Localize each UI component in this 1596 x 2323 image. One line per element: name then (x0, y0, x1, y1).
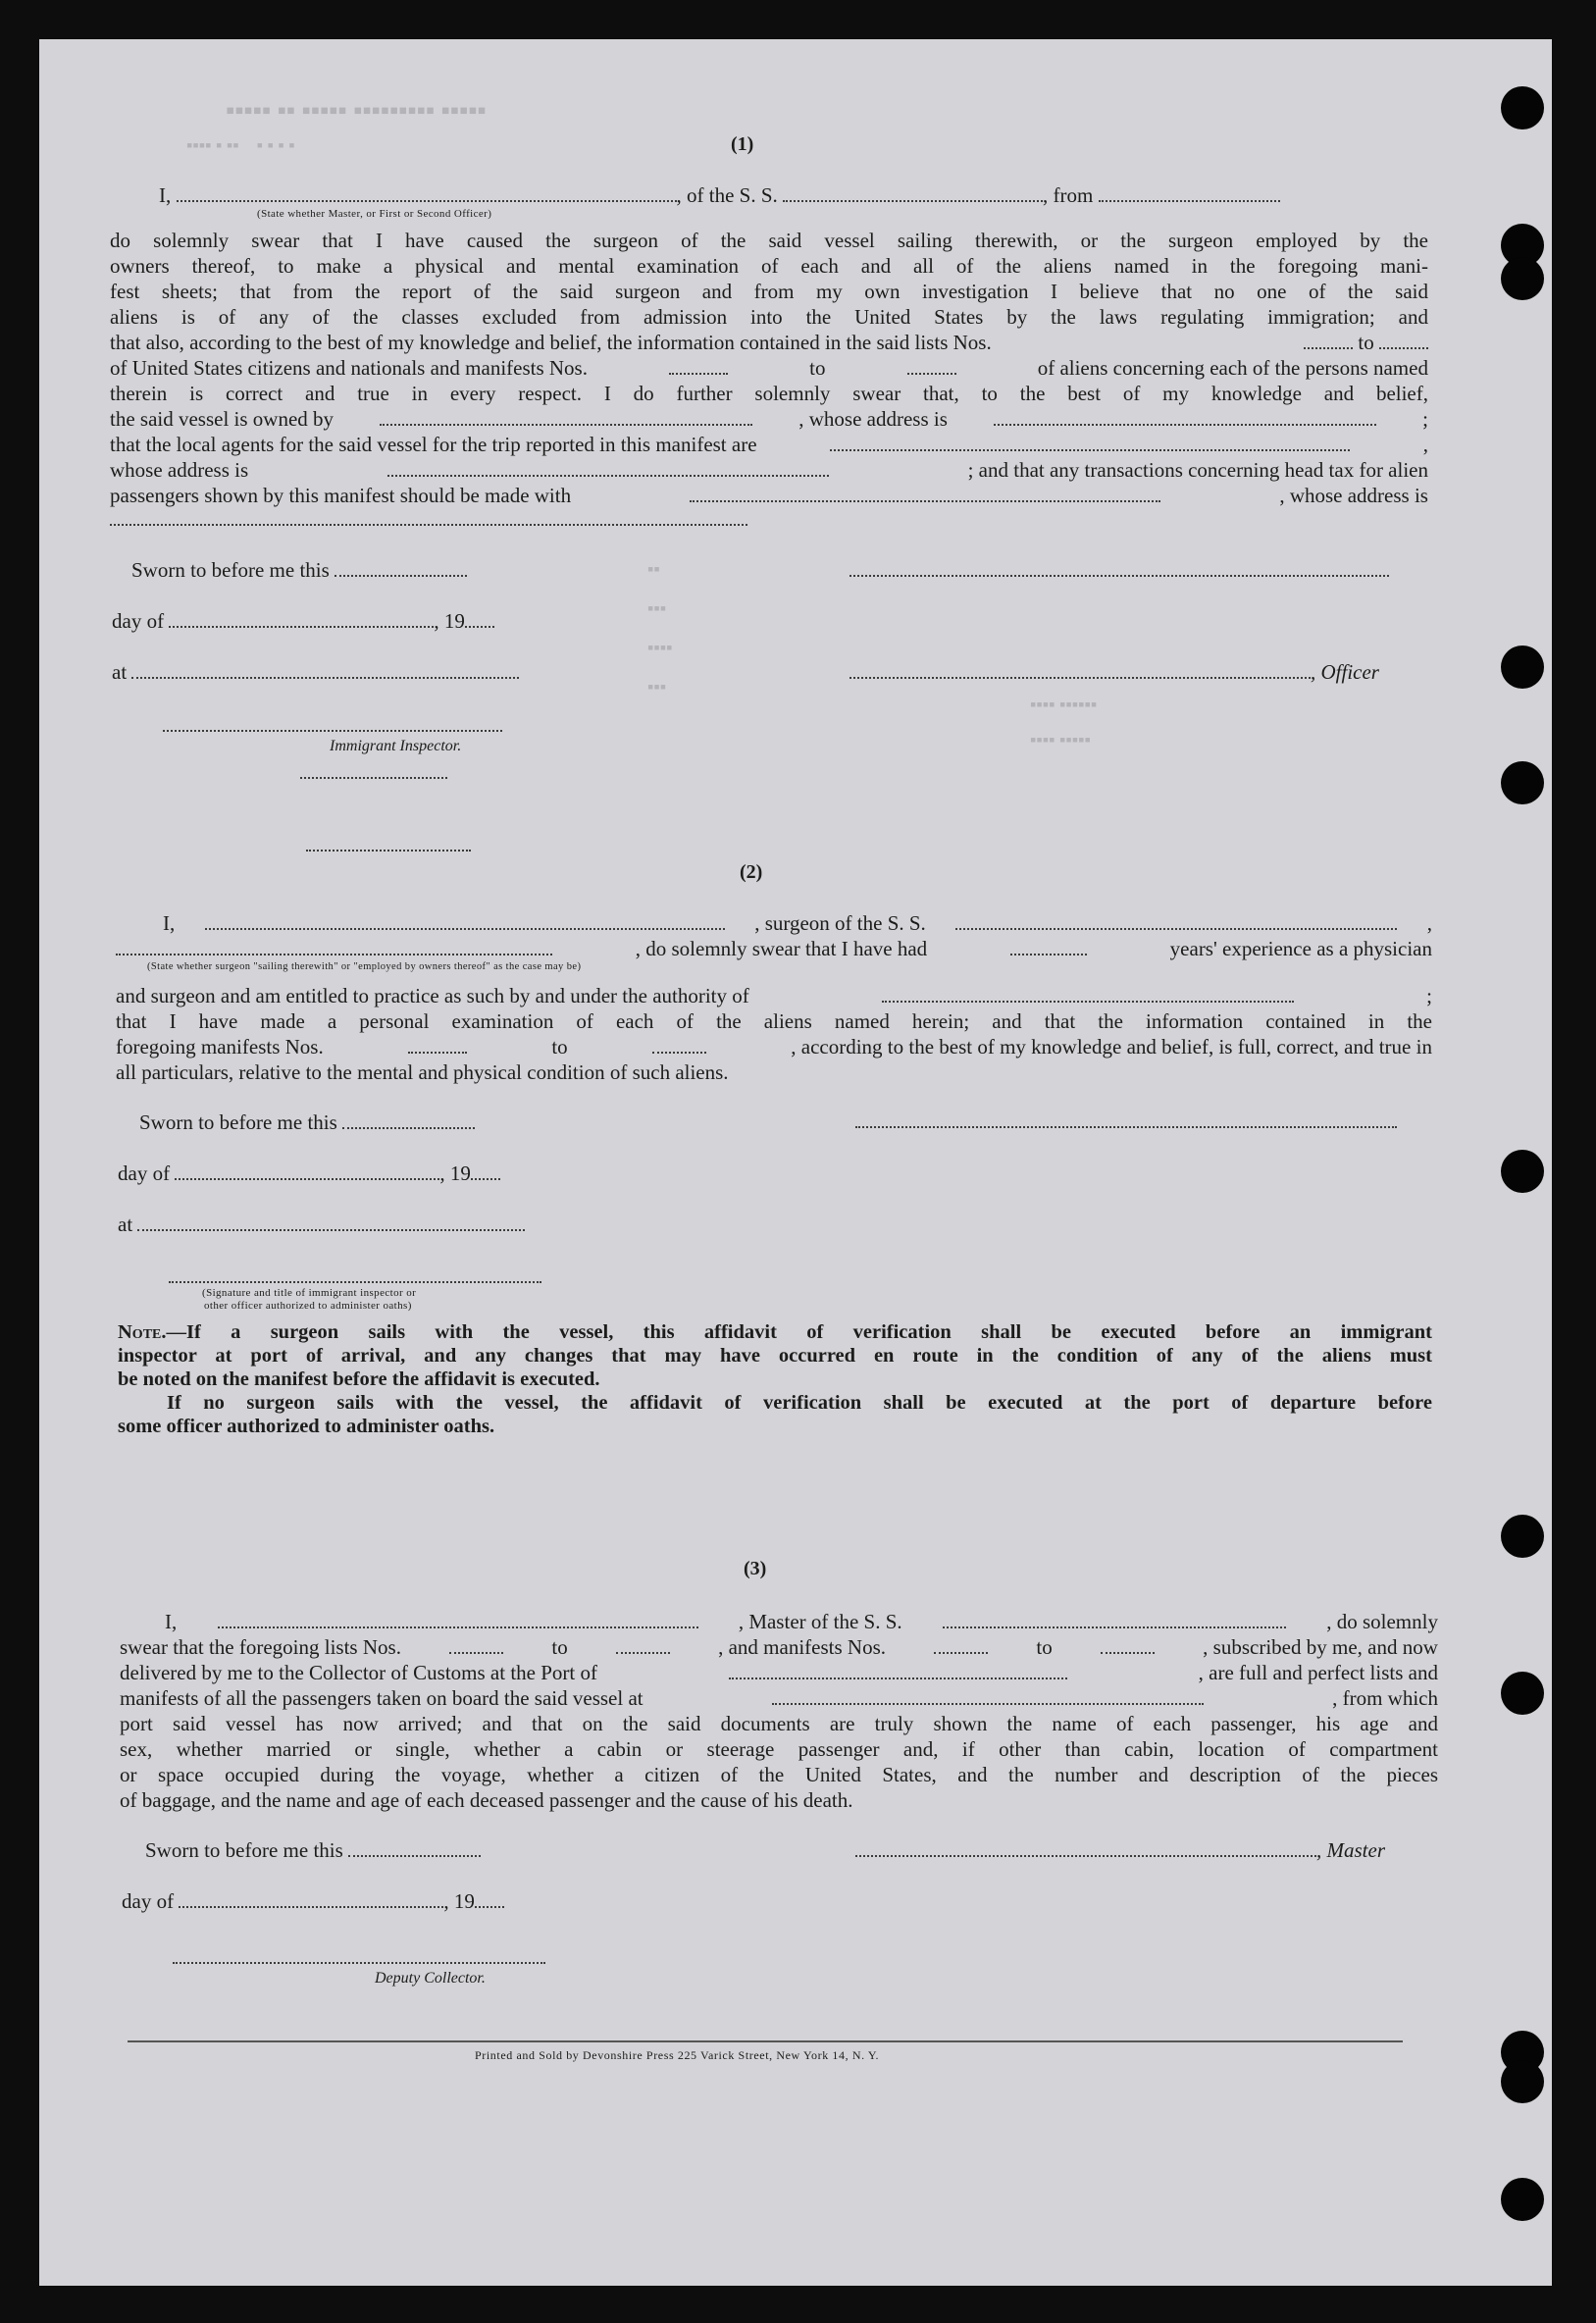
affidavit-line (110, 330, 1428, 355)
affidavit-line: port said vessel has now arrived; and that on the said documents are truly shown the name of each passenger, his age and (120, 1712, 1438, 1735)
authority-text: and surgeon and am entitled to practice as such by and under the authority of (116, 984, 749, 1007)
inspector-label: Immigrant Inspector. (330, 738, 462, 754)
section-number: (1) (731, 133, 754, 155)
label-i: I, (165, 1610, 178, 1633)
bleed-through-text: ▪▪▪▪▪ ▪▪ ▪▪▪▪▪ ▪▪▪▪▪▪▪▪▪ ▪▪▪▪▪ (226, 96, 487, 125)
head-tax-address-field[interactable] (110, 524, 747, 526)
note-line: inspector at port of arrival, and any changes that may have occurred en route in the condition of any of the aliens must (118, 1345, 1432, 1367)
affidavit-line (116, 1034, 1432, 1059)
printer-imprint: Printed and Sold by Devonshire Press 225 Varick Street, New York 14, N. Y. (475, 2048, 880, 2062)
day-month-field[interactable] (169, 608, 434, 628)
manifests-to-field[interactable] (652, 1034, 706, 1054)
master-line (165, 1609, 1438, 1634)
affidavit-line: fest sheets; that from the report of the said surgeon and from my own investigation I believe that no one of the said (110, 280, 1428, 303)
officer-signature-field[interactable] (849, 575, 1389, 577)
port-field[interactable] (729, 1660, 1067, 1679)
label-whose-address: , whose address is (798, 407, 948, 431)
day-month-field[interactable] (175, 1161, 439, 1180)
year-field[interactable] (465, 608, 494, 628)
manifests-from-field[interactable] (669, 355, 728, 375)
affidavit-line (110, 355, 1428, 381)
label-to: to (1036, 1635, 1053, 1659)
affidavit-line: sex, whether married or single, whether a cabin or steerage passenger and, if other than cabin, location of compartment (120, 1737, 1438, 1761)
note-line: be noted on the manifest before the affidavit is executed. (118, 1368, 600, 1390)
lists-from-field[interactable] (449, 1634, 503, 1654)
binder-hole (1501, 1515, 1544, 1558)
label-at: at (112, 660, 128, 684)
affidavit-line (110, 483, 1428, 508)
day-of-line (122, 1888, 504, 1914)
affidavit-line (120, 1634, 1438, 1660)
note-line: If no surgeon sails with the vessel, the affidavit of verification shall be executed at the port of departure before (167, 1392, 1432, 1414)
embark-port-field[interactable] (772, 1685, 1204, 1705)
label-i: I, (159, 183, 172, 207)
owner-field[interactable] (380, 406, 752, 426)
master-label: , Master (1316, 1838, 1385, 1862)
signature-caption: other officer authorized to administer oaths) (204, 1300, 412, 1312)
officer-line (849, 659, 1379, 685)
inspector-signature-field[interactable] (169, 1281, 541, 1283)
local-agents-text: that the local agents for the said vessel for the trip reported in this manifest are (110, 433, 757, 456)
year-field[interactable] (471, 1161, 500, 1180)
binder-hole (1501, 1672, 1544, 1715)
label-sworn: Sworn to before me this (131, 558, 330, 582)
binder-hole (1501, 257, 1544, 300)
affidavit-line: that the local agents for the said vessel for the trip reported in this manifest are , (110, 433, 1428, 456)
manifests-to-field[interactable] (1101, 1634, 1155, 1654)
affidavit-line: aliens is of any of the classes excluded from admission into the United States by the laws regulating immigration; and (110, 305, 1428, 329)
surgeon-signature-field[interactable] (855, 1126, 1397, 1128)
binder-hole (1501, 2178, 1544, 2221)
sworn-line (131, 557, 467, 583)
at-line (118, 1212, 525, 1237)
affidavit-line: do solemnly swear that I have caused the surgeon of the said vessel sailing therewith, or the surgeon employed by the (110, 229, 1428, 252)
do-solemnly-text: , do solemnly (1326, 1610, 1438, 1633)
taken-on-board-text: manifests of all the passengers taken on board the said vessel at (120, 1686, 644, 1710)
affidavit-line: that I have made a personal examination of each of the aliens named herein; and that the information contained in the (116, 1009, 1432, 1033)
section-number: (3) (744, 1558, 767, 1579)
of-aliens-text: of aliens concerning each of the persons named (1037, 356, 1428, 380)
officer-title-field[interactable] (849, 659, 1311, 679)
label-to: to (809, 356, 826, 380)
owned-by-text: the said vessel is owned by (110, 407, 335, 431)
note-line (118, 1320, 1432, 1344)
signature-caption: (Signature and title of immigrant inspector or (202, 1287, 417, 1299)
label-to: to (551, 1035, 568, 1058)
affidavit-line (120, 1660, 1438, 1685)
label-to: to (551, 1635, 568, 1659)
affidavit-line: the said vessel is owned by , whose address is ; (110, 407, 1428, 431)
head-tax-party-field[interactable] (690, 483, 1160, 502)
bleed-through-text: ▪▪ ▪▪▪ ▪▪▪▪ ▪▪▪ (647, 559, 673, 697)
master-name-field[interactable] (218, 1609, 698, 1628)
bleed-through-text: ▪▪▪▪ ▪ ▪▪ ▪ ▪ ▪ ▪ (186, 135, 295, 155)
experience-line (116, 936, 1432, 961)
day-of-line (118, 1161, 500, 1186)
full-perfect-text: , are full and perfect lists and (1198, 1661, 1438, 1684)
place-field[interactable] (131, 659, 519, 679)
officer-name-field[interactable] (177, 182, 677, 202)
according-text: , according to the best of my knowledge and belief, is full, correct, and true in (791, 1035, 1432, 1058)
year-field[interactable] (475, 1888, 504, 1908)
years-field[interactable] (1010, 936, 1087, 955)
and-manifests-text: , and manifests Nos. (718, 1635, 887, 1659)
deputy-collector-label: Deputy Collector. (375, 1970, 486, 1987)
from-port-field[interactable] (1099, 182, 1280, 202)
lists-text: swear that the foregoing lists Nos. (120, 1635, 401, 1659)
label-sworn: Sworn to before me this (145, 1838, 343, 1862)
sworn-line (145, 1837, 481, 1863)
label-day-of: day of (112, 609, 165, 633)
delivered-text: delivered by me to the Collector of Customs at the Port of (120, 1661, 597, 1684)
manifests-from-field[interactable] (408, 1034, 467, 1054)
owner-address-field[interactable] (994, 406, 1376, 426)
agent-address-field[interactable] (387, 457, 829, 477)
whose-address-end-text: , whose address is (1279, 484, 1428, 507)
surgeon-name-field[interactable] (205, 910, 725, 930)
label-from: , from (1043, 183, 1094, 207)
affidavit-line: therein is correct and true in every respect. I do further solemnly swear that, to the best of my knowledge and belief, (110, 382, 1428, 405)
label-to: to (1358, 331, 1374, 354)
local-agents-field[interactable] (830, 432, 1350, 451)
officer-label: , Officer (1311, 660, 1379, 684)
made-with-text: passengers shown by this manifest should be made with (110, 484, 572, 507)
affidavit-line: or space occupied during the voyage, whether a citizen of the United States, and the number and description of the pieces (120, 1763, 1438, 1786)
sworn-line (139, 1110, 475, 1135)
label-day-of: day of (122, 1889, 175, 1913)
manifests-to-field[interactable] (907, 355, 956, 375)
master-line (159, 182, 1280, 208)
label-sworn: Sworn to before me this (139, 1110, 337, 1134)
label-nineteen: , 19 (434, 609, 465, 633)
deputy-collector-signature-field[interactable] (173, 1962, 545, 1964)
vessel-name-field[interactable] (943, 1609, 1286, 1628)
note-text: —If a surgeon sails with the vessel, this affidavit of verification shall be executed before an immigrant (166, 1321, 1432, 1343)
label-surgeon-of: , surgeon of the S. S. (754, 911, 926, 935)
binder-hole (1501, 645, 1544, 689)
affidavit-line: of baggage, and the name and age of each deceased passenger and the cause of his death. (120, 1788, 853, 1812)
lists-to-field[interactable] (616, 1634, 670, 1654)
officer-caption: (State whether Master, or First or Second Officer) (257, 208, 492, 220)
subscribed-text: , subscribed by me, and now (1203, 1635, 1438, 1659)
binder-hole (1501, 761, 1544, 804)
label-i: I, (163, 911, 176, 935)
inspector-signature-field[interactable] (163, 730, 502, 732)
label-nineteen: , 19 (439, 1162, 471, 1185)
surgeon-caption: (State whether surgeon "sailing therewith" or "employed by owners thereof" as the case may be) (147, 961, 582, 972)
label-nineteen: , 19 (443, 1889, 475, 1913)
label-master-of: , Master of the S. S. (738, 1610, 902, 1633)
vessel-name-field[interactable] (955, 910, 1397, 930)
from-which-text: , from which (1332, 1686, 1438, 1710)
binder-hole (1501, 2060, 1544, 2103)
at-line (112, 659, 519, 685)
whose-address-text: whose address is (110, 458, 249, 482)
day-of-line (112, 608, 494, 634)
manifest-affidavit-page (39, 39, 1552, 2286)
blank-line[interactable] (306, 850, 471, 852)
footer-rule (128, 2040, 1403, 2042)
authority-line: and surgeon and am entitled to practice as such by and under the authority of ; (116, 984, 1432, 1007)
affidavit-line: all particulars, relative to the mental and physical condition of such aliens. (116, 1060, 729, 1084)
lists-text: that also, according to the best of my knowledge and belief, the information contained in the said lists Nos. (110, 331, 992, 354)
surgeon-line: I, , surgeon of the S. S. , (163, 911, 1432, 935)
head-tax-text: ; and that any transactions concerning head tax for alien (967, 458, 1428, 482)
affidavit-line (110, 457, 1428, 483)
blank-line[interactable] (300, 777, 447, 779)
master-signature-line (855, 1837, 1385, 1863)
manifests-from-field[interactable] (934, 1634, 988, 1654)
label-day-of: day of (118, 1162, 171, 1185)
bleed-through-text: ▪▪▪▪ ▪▪▪▪▪▪ ▪▪▪▪ ▪▪▪▪▪ (1030, 695, 1098, 749)
swear-text: , do solemnly swear that I have had (635, 937, 928, 960)
lists-from-field[interactable] (1304, 330, 1353, 349)
note-label: Note. (118, 1321, 167, 1343)
note-line: some officer authorized to administer oaths. (118, 1416, 495, 1437)
binder-hole (1501, 86, 1544, 129)
sworn-date-field[interactable] (335, 557, 467, 577)
manifests-text: of United States citizens and nationals and manifests Nos. (110, 356, 588, 380)
authority-field[interactable] (882, 983, 1294, 1003)
section-number: (2) (740, 861, 763, 883)
day-month-field[interactable] (179, 1888, 443, 1908)
affidavit-line: owners thereof, to make a physical and mental examination of each and all of the aliens named in the foregoing mani- (110, 254, 1428, 278)
sworn-date-field[interactable] (342, 1110, 475, 1129)
lists-to-field[interactable] (1379, 330, 1428, 349)
surgeon-type-field[interactable] (116, 936, 552, 955)
label-at: at (118, 1213, 133, 1236)
binder-hole (1501, 1150, 1544, 1193)
foregoing-text: foregoing manifests Nos. (116, 1035, 324, 1058)
affidavit-line (120, 1685, 1438, 1711)
sworn-date-field[interactable] (348, 1837, 481, 1857)
years-text: years' experience as a physician (1169, 937, 1432, 960)
master-signature-field[interactable] (855, 1837, 1316, 1857)
place-field[interactable] (137, 1212, 525, 1231)
vessel-name-field[interactable] (783, 182, 1043, 202)
label-of-ss: , of the S. S. (676, 183, 778, 207)
